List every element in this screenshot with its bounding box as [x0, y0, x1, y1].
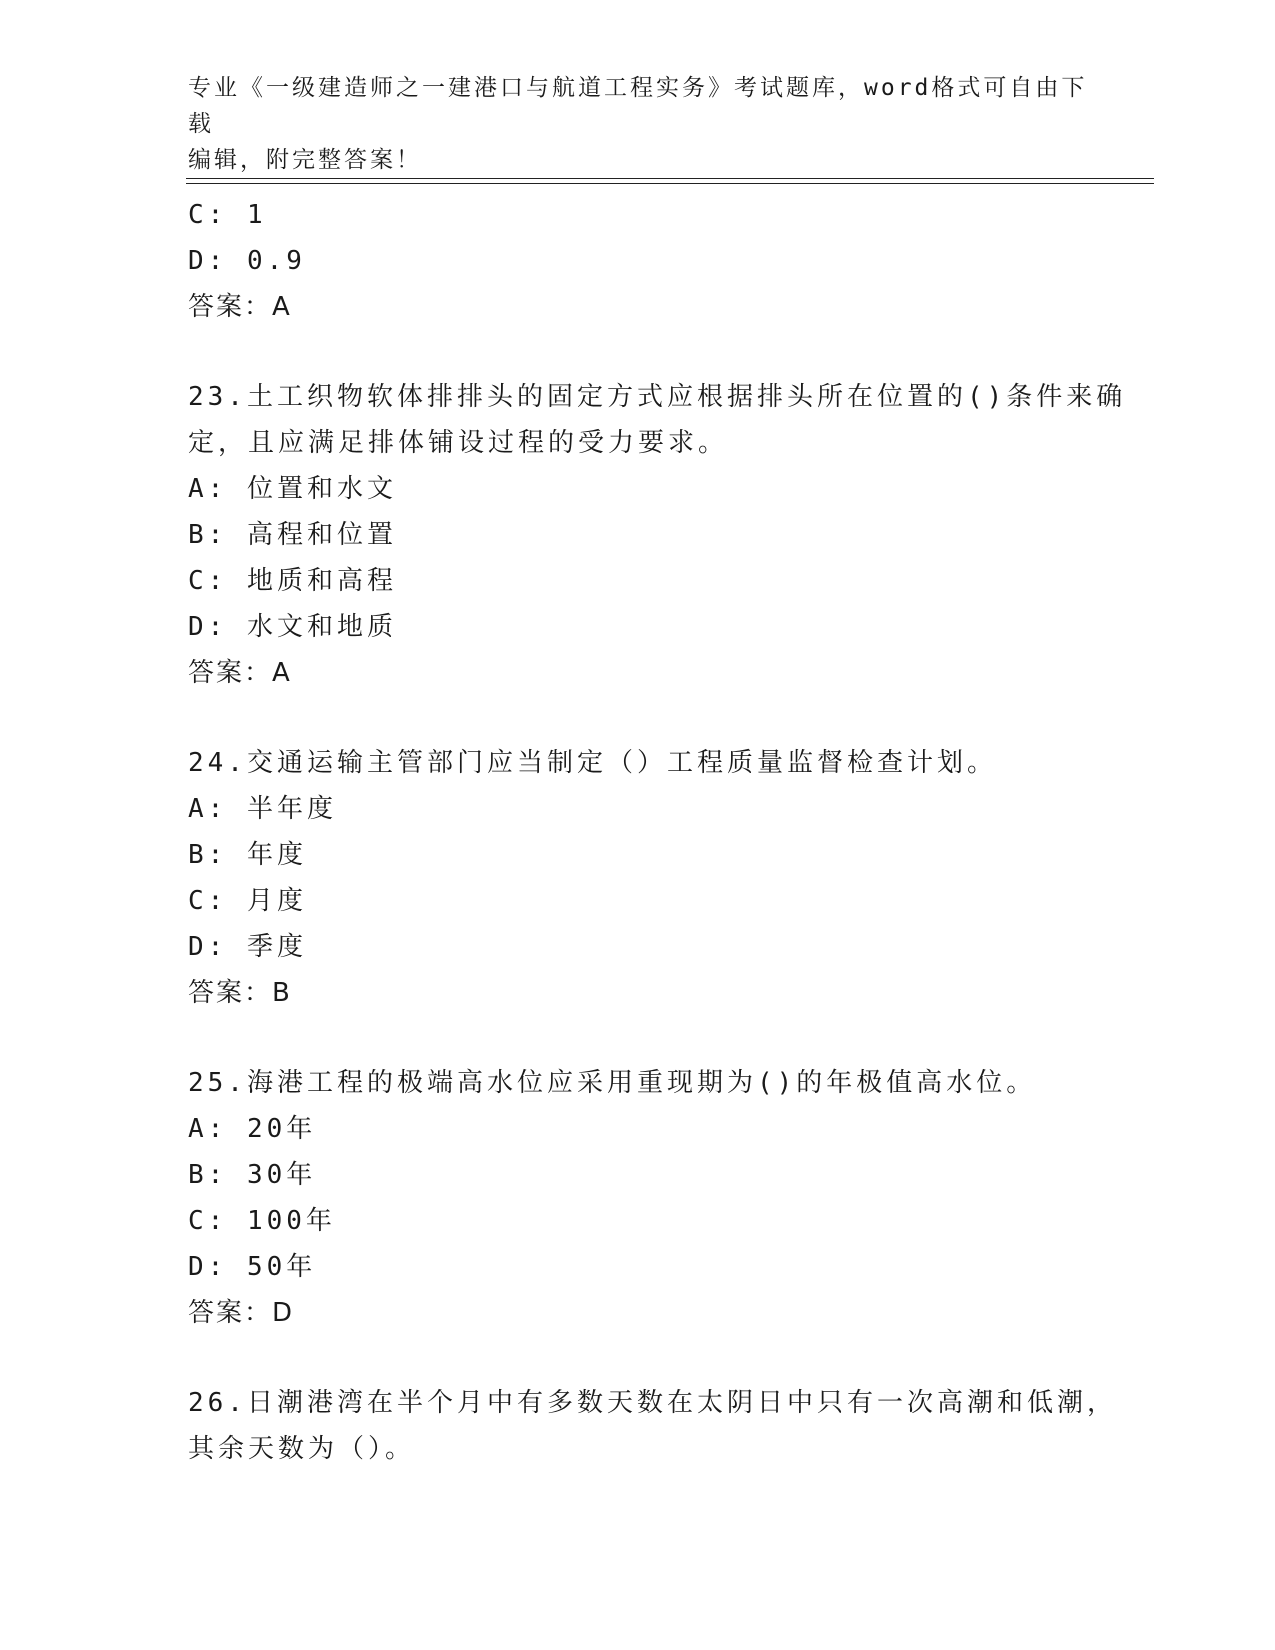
option-c: C: 100年 — [188, 1206, 336, 1236]
question-text-line: 24.交通运输主管部门应当制定（）工程质量监督检查计划。 — [188, 748, 997, 778]
option-b: B: 30年 — [188, 1160, 317, 1190]
question-text-line: 其余天数为（）。 — [188, 1434, 416, 1464]
header-divider-top — [186, 178, 1154, 179]
option-b: B: 高程和位置 — [188, 520, 397, 550]
header-line-1: 专业《一级建造师之一建港口与航道工程实务》考试题库，word格式可自由下载 — [188, 75, 1088, 137]
option-d: D: 0.9 — [188, 246, 306, 276]
question-text-line: 定，且应满足排体铺设过程的受力要求。 — [188, 428, 729, 458]
option-b: B: 年度 — [188, 840, 307, 870]
question-24 — [188, 740, 1088, 1016]
header-line-2: 编辑，附完整答案！ — [188, 147, 422, 173]
option-a: A: 20年 — [188, 1114, 317, 1144]
option-a: A: 位置和水文 — [188, 474, 397, 504]
document-header — [188, 70, 1088, 178]
question-text-line: 23.土工织物软体排排头的固定方式应根据排头所在位置的()条件来确 — [188, 382, 1127, 412]
question-26 — [188, 1380, 1117, 1472]
question-25 — [188, 1060, 1088, 1336]
option-d: D: 季度 — [188, 932, 307, 962]
option-c: C: 1 — [188, 200, 267, 230]
option-a: A: 半年度 — [188, 794, 337, 824]
header-divider-bottom — [186, 183, 1154, 184]
answer-line: 答案：A — [188, 292, 292, 322]
question-fragment — [188, 192, 1088, 330]
answer-line: 答案：B — [188, 978, 292, 1008]
question-23 — [188, 374, 1127, 696]
answer-line: 答案：A — [188, 658, 292, 688]
option-d: D: 50年 — [188, 1252, 317, 1282]
document-body — [188, 192, 1127, 1472]
option-c: C: 地质和高程 — [188, 566, 397, 596]
question-text-line: 26.日潮港湾在半个月中有多数天数在太阴日中只有一次高潮和低潮， — [188, 1388, 1117, 1418]
option-d: D: 水文和地质 — [188, 612, 397, 642]
question-text-line: 25.海港工程的极端高水位应采用重现期为()的年极值高水位。 — [188, 1068, 1037, 1098]
option-c: C: 月度 — [188, 886, 307, 916]
answer-line: 答案：D — [188, 1298, 295, 1328]
